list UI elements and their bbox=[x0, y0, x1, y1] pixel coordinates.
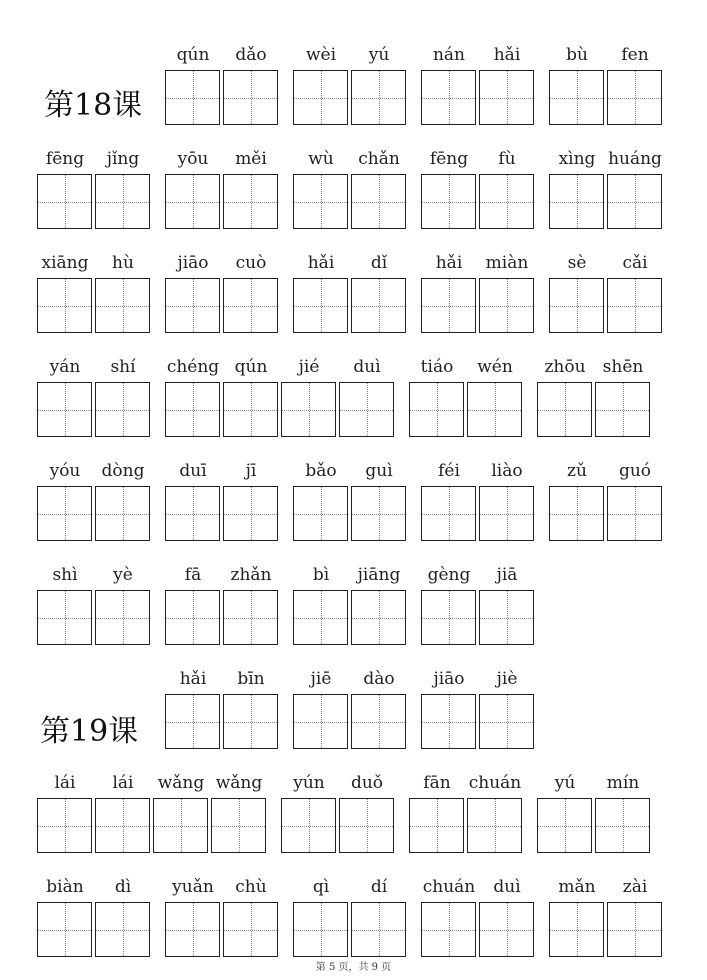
word-group bbox=[420, 460, 536, 550]
pinyin-syllable: yú bbox=[554, 773, 576, 793]
writing-cell[interactable] bbox=[479, 902, 534, 957]
writing-cell[interactable] bbox=[223, 174, 278, 229]
pinyin-syllable: dǐ bbox=[370, 253, 388, 273]
word-group bbox=[292, 252, 408, 342]
word-group bbox=[292, 668, 408, 758]
pinyin-syllable: bì bbox=[312, 565, 330, 585]
pinyin-syllable: bǎo bbox=[305, 461, 337, 481]
writing-cell[interactable] bbox=[479, 278, 534, 333]
writing-cell[interactable] bbox=[281, 798, 336, 853]
pinyin-syllable: guì bbox=[365, 461, 393, 481]
writing-cell[interactable] bbox=[37, 382, 92, 437]
writing-cell[interactable] bbox=[607, 486, 662, 541]
pinyin-syllable: fā bbox=[184, 565, 202, 585]
pinyin-syllable: xiāng bbox=[41, 253, 89, 273]
pinyin-syllable: wù bbox=[308, 149, 334, 169]
pinyin-syllable: wǎng bbox=[157, 773, 205, 793]
pinyin-syllable: fēng bbox=[429, 149, 469, 169]
writing-cell[interactable] bbox=[421, 174, 476, 229]
writing-cell[interactable] bbox=[223, 590, 278, 645]
word-group bbox=[164, 564, 280, 654]
pinyin-row bbox=[0, 356, 707, 460]
pinyin-syllable: guó bbox=[618, 461, 652, 481]
writing-cell[interactable] bbox=[351, 902, 406, 957]
pinyin-row bbox=[0, 460, 707, 564]
writing-cell[interactable] bbox=[95, 278, 150, 333]
writing-cell[interactable] bbox=[479, 70, 534, 125]
writing-cell[interactable] bbox=[537, 382, 592, 437]
pinyin-row bbox=[0, 252, 707, 356]
writing-cell[interactable] bbox=[549, 902, 604, 957]
pinyin-syllable: duī bbox=[179, 461, 207, 481]
writing-cell[interactable] bbox=[607, 70, 662, 125]
writing-cell[interactable] bbox=[95, 798, 150, 853]
word-group bbox=[164, 356, 396, 446]
writing-cell[interactable] bbox=[479, 486, 534, 541]
pinyin-syllable: hǎi bbox=[307, 253, 335, 273]
writing-cell[interactable] bbox=[223, 902, 278, 957]
writing-cell[interactable] bbox=[293, 70, 348, 125]
pinyin-row bbox=[0, 564, 707, 668]
writing-cell[interactable] bbox=[223, 278, 278, 333]
writing-cell[interactable] bbox=[351, 694, 406, 749]
word-group bbox=[548, 44, 664, 134]
writing-cell[interactable] bbox=[153, 798, 208, 853]
writing-cell[interactable] bbox=[595, 382, 650, 437]
writing-cell[interactable] bbox=[37, 590, 92, 645]
writing-cell[interactable] bbox=[223, 694, 278, 749]
writing-cell[interactable] bbox=[293, 486, 348, 541]
pinyin-syllable: liào bbox=[491, 461, 523, 481]
writing-cell[interactable] bbox=[549, 278, 604, 333]
pinyin-syllable: zài bbox=[622, 877, 648, 897]
writing-cell[interactable] bbox=[165, 902, 220, 957]
writing-cell[interactable] bbox=[37, 902, 92, 957]
writing-cell[interactable] bbox=[211, 798, 266, 853]
writing-cell[interactable] bbox=[479, 174, 534, 229]
word-group bbox=[36, 148, 152, 238]
pinyin-syllable: yú bbox=[368, 45, 390, 65]
writing-cell[interactable] bbox=[537, 798, 592, 853]
writing-cell[interactable] bbox=[37, 174, 92, 229]
writing-cell[interactable] bbox=[607, 278, 662, 333]
pinyin-syllable: qún bbox=[234, 357, 268, 377]
pinyin-syllable: miàn bbox=[485, 253, 529, 273]
writing-cell[interactable] bbox=[165, 70, 220, 125]
word-group bbox=[280, 772, 396, 862]
pinyin-syllable: chǎn bbox=[358, 149, 400, 169]
pinyin-syllable: chù bbox=[235, 877, 267, 897]
lesson-19-title: 第19课 bbox=[40, 714, 139, 749]
pinyin-syllable: biàn bbox=[46, 877, 84, 897]
word-group bbox=[292, 44, 408, 134]
writing-cell[interactable] bbox=[409, 798, 464, 853]
writing-cell[interactable] bbox=[351, 174, 406, 229]
word-group bbox=[548, 148, 664, 238]
pinyin-syllable: dǎo bbox=[235, 45, 267, 65]
pinyin-syllable: huáng bbox=[608, 149, 662, 169]
pinyin-syllable: dào bbox=[363, 669, 395, 689]
word-group bbox=[420, 44, 536, 134]
writing-cell[interactable] bbox=[223, 70, 278, 125]
word-group bbox=[536, 772, 652, 862]
pinyin-syllable: jǐng bbox=[106, 149, 140, 169]
word-group bbox=[36, 564, 152, 654]
pinyin-syllable: duǒ bbox=[350, 773, 384, 793]
writing-cell[interactable] bbox=[165, 278, 220, 333]
writing-cell[interactable] bbox=[421, 70, 476, 125]
word-group bbox=[536, 356, 652, 446]
writing-cell[interactable] bbox=[409, 382, 464, 437]
word-group bbox=[164, 876, 280, 966]
writing-cell[interactable] bbox=[293, 590, 348, 645]
word-group bbox=[164, 44, 280, 134]
word-group bbox=[164, 252, 280, 342]
pinyin-syllable: cǎi bbox=[622, 253, 648, 273]
pinyin-syllable: jié bbox=[298, 357, 320, 377]
pinyin-syllable: yè bbox=[113, 565, 133, 585]
pinyin-syllable: lái bbox=[112, 773, 134, 793]
pinyin-syllable: yóu bbox=[49, 461, 81, 481]
pinyin-syllable: jiāo bbox=[177, 253, 209, 273]
pinyin-syllable: féi bbox=[438, 461, 460, 481]
writing-cell[interactable] bbox=[339, 382, 394, 437]
pinyin-syllable: zhǎn bbox=[230, 565, 272, 585]
writing-cell[interactable] bbox=[467, 382, 522, 437]
pinyin-syllable: hǎi bbox=[493, 45, 521, 65]
writing-cell[interactable] bbox=[293, 174, 348, 229]
word-group bbox=[420, 668, 536, 758]
writing-cell[interactable] bbox=[95, 902, 150, 957]
word-group bbox=[36, 252, 152, 342]
pinyin-syllable: duì bbox=[493, 877, 521, 897]
pinyin-syllable: qì bbox=[312, 877, 330, 897]
writing-cell[interactable] bbox=[37, 798, 92, 853]
pinyin-syllable: wén bbox=[477, 357, 513, 377]
word-group bbox=[164, 668, 280, 758]
pinyin-syllable: shì bbox=[52, 565, 78, 585]
pinyin-syllable: dí bbox=[370, 877, 388, 897]
word-group bbox=[292, 460, 408, 550]
pinyin-syllable: wǎng bbox=[215, 773, 263, 793]
writing-cell[interactable] bbox=[351, 590, 406, 645]
pinyin-syllable: mǎn bbox=[558, 877, 596, 897]
writing-cell[interactable] bbox=[595, 798, 650, 853]
pinyin-syllable: hǎi bbox=[179, 669, 207, 689]
writing-cell[interactable] bbox=[607, 174, 662, 229]
writing-cell[interactable] bbox=[165, 486, 220, 541]
pinyin-syllable: hǎi bbox=[435, 253, 463, 273]
pinyin-syllable: shí bbox=[110, 357, 136, 377]
pinyin-syllable: mín bbox=[606, 773, 640, 793]
pinyin-syllable: jiā bbox=[496, 565, 518, 585]
pinyin-syllable: tiáo bbox=[420, 357, 454, 377]
pinyin-syllable: bù bbox=[566, 45, 588, 65]
pinyin-syllable: xìng bbox=[558, 149, 596, 169]
pinyin-syllable: fù bbox=[498, 149, 516, 169]
writing-cell[interactable] bbox=[165, 382, 220, 437]
writing-cell[interactable] bbox=[351, 278, 406, 333]
pinyin-syllable: dì bbox=[114, 877, 132, 897]
pinyin-syllable: qún bbox=[176, 45, 210, 65]
pinyin-row bbox=[0, 148, 707, 252]
writing-cell[interactable] bbox=[421, 590, 476, 645]
writing-cell[interactable] bbox=[549, 70, 604, 125]
writing-cell[interactable] bbox=[421, 278, 476, 333]
writing-cell[interactable] bbox=[467, 798, 522, 853]
writing-cell[interactable] bbox=[421, 694, 476, 749]
pinyin-syllable: jī bbox=[245, 461, 257, 481]
page-footer: 第 5 页，共 9 页 bbox=[315, 962, 392, 973]
writing-cell[interactable] bbox=[95, 174, 150, 229]
writing-cell[interactable] bbox=[223, 486, 278, 541]
pinyin-syllable: yuǎn bbox=[172, 877, 214, 897]
word-group bbox=[292, 876, 408, 966]
pinyin-syllable: hù bbox=[112, 253, 134, 273]
word-group bbox=[164, 148, 280, 238]
writing-cell[interactable] bbox=[293, 694, 348, 749]
word-group bbox=[420, 876, 536, 966]
pinyin-syllable: duì bbox=[353, 357, 381, 377]
word-group bbox=[36, 772, 268, 862]
pinyin-syllable: chéng bbox=[166, 357, 220, 377]
word-group bbox=[548, 460, 664, 550]
writing-cell[interactable] bbox=[165, 174, 220, 229]
writing-cell[interactable] bbox=[95, 486, 150, 541]
writing-cell[interactable] bbox=[479, 694, 534, 749]
word-group bbox=[36, 876, 152, 966]
writing-cell[interactable] bbox=[293, 278, 348, 333]
pinyin-syllable: chuán bbox=[468, 773, 522, 793]
word-group bbox=[548, 252, 664, 342]
writing-cell[interactable] bbox=[339, 798, 394, 853]
pinyin-syllable: jiè bbox=[496, 669, 518, 689]
pinyin-syllable: chuán bbox=[422, 877, 476, 897]
pinyin-syllable: yán bbox=[49, 357, 81, 377]
pinyin-syllable: sè bbox=[567, 253, 587, 273]
pinyin-syllable: fān bbox=[423, 773, 451, 793]
pinyin-syllable: lái bbox=[54, 773, 76, 793]
word-group bbox=[420, 148, 536, 238]
writing-cell[interactable] bbox=[95, 382, 150, 437]
pinyin-syllable: fēng bbox=[45, 149, 85, 169]
writing-cell[interactable] bbox=[281, 382, 336, 437]
writing-cell[interactable] bbox=[95, 590, 150, 645]
writing-cell[interactable] bbox=[165, 694, 220, 749]
pinyin-syllable: gèng bbox=[427, 565, 471, 585]
word-group bbox=[408, 772, 524, 862]
pinyin-syllable: yún bbox=[293, 773, 325, 793]
writing-cell[interactable] bbox=[37, 486, 92, 541]
writing-cell[interactable] bbox=[37, 278, 92, 333]
pinyin-syllable: jiāo bbox=[433, 669, 465, 689]
word-group bbox=[408, 356, 524, 446]
pinyin-syllable: jiāng bbox=[357, 565, 401, 585]
pinyin-syllable: fen bbox=[621, 45, 649, 65]
word-group bbox=[36, 460, 152, 550]
word-group bbox=[36, 356, 152, 446]
writing-cell[interactable] bbox=[479, 590, 534, 645]
word-group bbox=[292, 564, 408, 654]
pinyin-syllable: yōu bbox=[177, 149, 209, 169]
writing-cell[interactable] bbox=[421, 486, 476, 541]
pinyin-syllable: nán bbox=[432, 45, 466, 65]
pinyin-syllable: dòng bbox=[101, 461, 145, 481]
writing-cell[interactable] bbox=[549, 174, 604, 229]
pinyin-syllable: wèi bbox=[305, 45, 337, 65]
writing-cell[interactable] bbox=[223, 382, 278, 437]
pinyin-syllable: jiē bbox=[310, 669, 332, 689]
pinyin-syllable: shēn bbox=[602, 357, 644, 377]
pinyin-syllable: cuò bbox=[235, 253, 267, 273]
pinyin-syllable: zǔ bbox=[567, 461, 587, 481]
word-group bbox=[420, 252, 536, 342]
lesson-18-title: 第18课 bbox=[44, 88, 143, 123]
word-group bbox=[548, 876, 664, 966]
writing-cell[interactable] bbox=[165, 590, 220, 645]
writing-cell[interactable] bbox=[421, 902, 476, 957]
writing-cell[interactable] bbox=[351, 70, 406, 125]
pinyin-syllable: měi bbox=[235, 149, 267, 169]
word-group bbox=[292, 148, 408, 238]
writing-cell[interactable] bbox=[549, 486, 604, 541]
writing-cell[interactable] bbox=[351, 486, 406, 541]
pinyin-syllable: zhōu bbox=[544, 357, 586, 377]
word-group bbox=[164, 460, 280, 550]
writing-cell[interactable] bbox=[607, 902, 662, 957]
writing-cell[interactable] bbox=[293, 902, 348, 957]
pinyin-syllable: bīn bbox=[237, 669, 265, 689]
word-group bbox=[420, 564, 536, 654]
pinyin-row bbox=[0, 772, 707, 876]
